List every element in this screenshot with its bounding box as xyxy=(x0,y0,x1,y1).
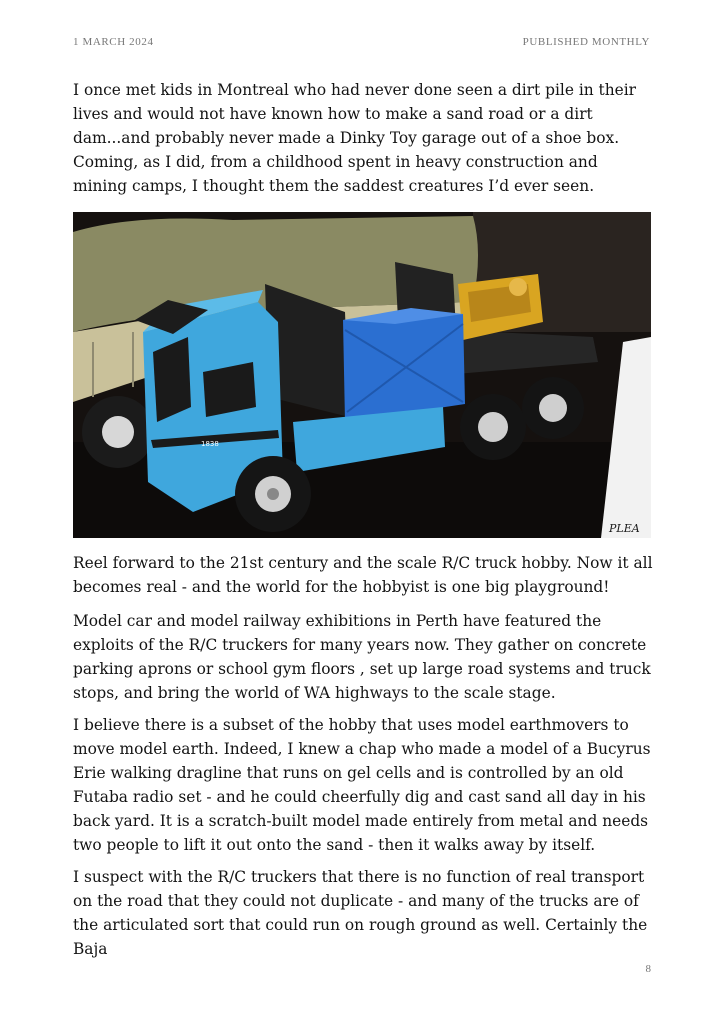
page-number: 8 xyxy=(645,963,651,975)
page-header xyxy=(73,36,650,48)
paragraph-truckers: I suspect with the R/C truckers that there is no function of real transport on the road that they could not duplicate - and many of the trucks are of the articulated sort that could run on rough ground as well. Certainly the Baja xyxy=(73,868,648,958)
issue-date: 1 MARCH 2024 xyxy=(73,36,154,48)
rc-truck-photo xyxy=(73,212,651,538)
paragraph-exhibitions: Model car and model railway exhibitions in Perth have featured the exploits of the R/C truckers for many years now. They gather on concrete parking aprons or school gym floors , set up large road systems and truck stops, and bring the world of WA highways to the scale stage. xyxy=(73,612,651,702)
publication-frequency: PUBLISHED MONTHLY xyxy=(522,36,650,48)
sign-text: PLEA xyxy=(609,522,640,535)
paragraph-earthmovers: I believe there is a subset of the hobby that uses model earthmovers to move model earth. Indeed, I knew a chap who made a model of a Bucyrus Erie walking dragline that runs on gel cells and is controlled by an old Futaba radio set - and he could cheerfully dig and cast sand all day in his back yard. It is a scratch-built model made entirely from metal and needs two people to lift it out onto the sand - then it walks away by itself. xyxy=(73,716,651,854)
cab-badge: 1838 xyxy=(201,440,219,448)
paragraph-reel-forward: Reel forward to the 21st century and the scale R/C truck hobby. Now it all becomes real - and the world for the hobbyist is one big playground! xyxy=(73,554,653,596)
paragraph-intro: I once met kids in Montreal who had never done seen a dirt pile in their lives and would not have known how to make a sand road or a dirt dam...and probably never made a Dinky Toy garage out of a shoe box. Coming, as I did, from a childhood spent in heavy construction and mining camps, I thought them the saddest creatures I’d ever seen. xyxy=(73,81,637,195)
